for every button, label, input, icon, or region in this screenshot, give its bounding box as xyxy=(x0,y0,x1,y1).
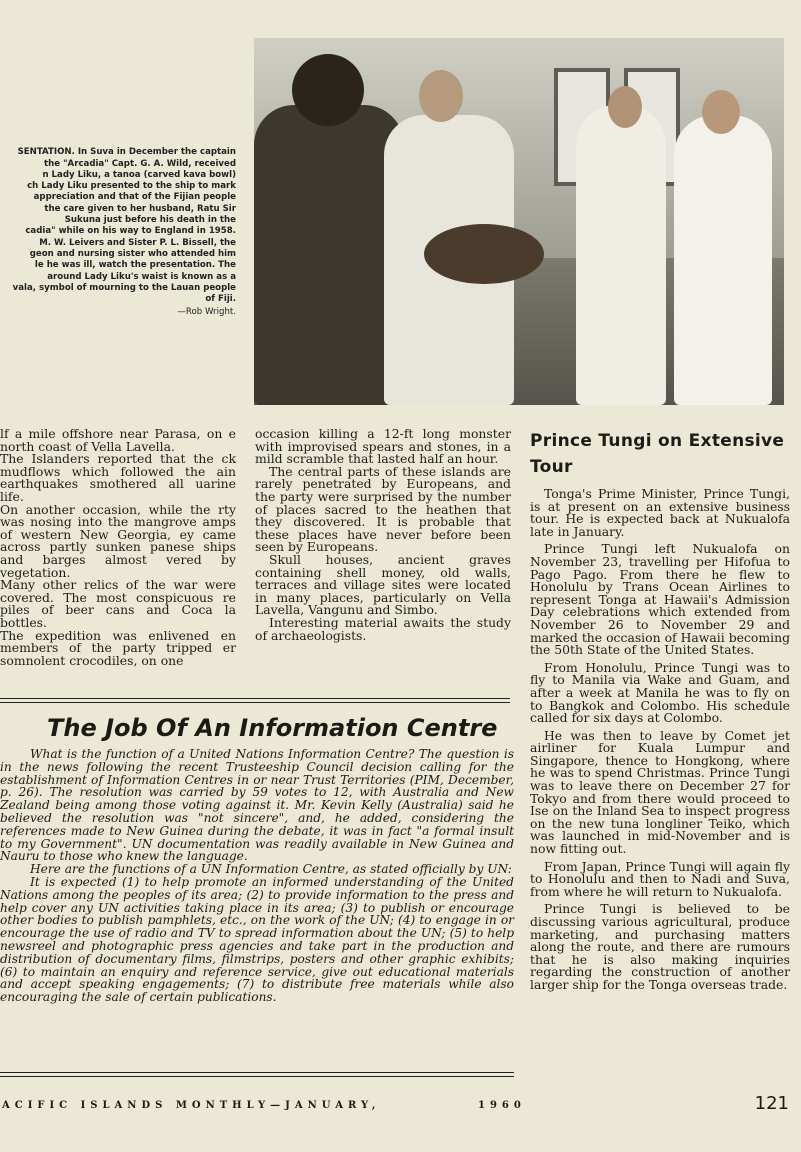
section-divider xyxy=(0,1072,514,1077)
paragraph: Interesting material awaits the study of archaeologists. xyxy=(255,614,511,643)
paragraph: What is the function of a United Nations Information Centre? The question is in the news following the recent Trusteeship Council decision calling for the establishment of Information Centres in or near Trust Territories (PIM, December, p. 26). The resolution was carried by 59 votes to 12, with Australia and New Zealand being among those voting against it. Mr. Kevin Kelly (Australia) said he believed the resolution was "not sincere", and, he added, considering the references made to New Guinea during the debate, it was in fact "a formal insult to my Government". UN documentation was readily available in New Guinea and Nauru to those who knew the language. xyxy=(0,747,514,864)
paragraph: Prince Tungi left Nukualofa on November 23, travelling per Hifofua to Pago Pago. From there he flew to Honolulu by Trans Ocean Airlines to represent Tonga at Hawaii's Admission Day celebrations which extended from November 26 to November 29 and marked the occasion of Hawaii becoming the 50th State of the United States. xyxy=(530,541,790,658)
paragraph: lf a mile offshore near Parasa, on e north coast of Vella Lavella. xyxy=(0,426,236,454)
caption-credit: —Rob Wright. xyxy=(177,307,236,318)
paragraph: Prince Tungi is believed to be discussing various agricultural, produce marketing, and purchasing matters along the route, and there are rumours that he is also making inquiries regarding the construction of another larger ship for the Tonga overseas trade. xyxy=(530,901,790,992)
paragraph: From Japan, Prince Tungi will again fly to Honolulu and then to Nadi and Suva, from where he will return to Nukualofa. xyxy=(530,858,790,899)
photo-figure-surgeon xyxy=(576,105,666,405)
paragraph: Skull houses, ancient graves containing shell money, old walls, terraces and village sites were located in many places, particularly on Vella Lavella, Vangunu and Simbo. xyxy=(255,551,511,618)
paragraph: Here are the functions of a UN Information Centre, as stated officially by UN: xyxy=(30,862,512,877)
info-centre-article xyxy=(0,712,514,1004)
photo-head xyxy=(419,70,463,122)
page-footer xyxy=(0,1092,801,1122)
tungi-article xyxy=(530,428,790,997)
info-body xyxy=(0,748,514,1004)
paragraph: The central parts of these islands are rarely penetrated by Europeans, and the party were surprised by the number of places sacred to the heathen that they discovered. It is probable that these places have never before been seen by Europeans. xyxy=(255,463,511,555)
paragraph: The Islanders reported that the ck mudflows which followed the ain earthquakes smothered all uarine life. xyxy=(0,451,236,504)
photo-figure-lady xyxy=(254,105,404,405)
photo-head xyxy=(702,90,740,134)
page-number: 121 xyxy=(754,1093,789,1114)
paragraph: Tonga's Prime Minister, Prince Tungi, is at present on an extensive business tour. He is expected back at Nukualofa late in January. xyxy=(530,486,790,539)
paragraph: From Honolulu, Prince Tungi was to fly to Manila via Wake and Guam, and after a week at Manila he was to fly on to Bangkok and Colombo. His schedule called for six days at Colombo. xyxy=(530,659,790,726)
presentation-photo xyxy=(254,38,784,405)
caption-text: SENTATION. In Suva in December the captain the "Arcadia" Capt. G. A. Wild, received n Lady Liku, a tanoa (carved kava bowl) ch Lady Liku presented to the ship to mark appreciation and that of the Fijian people the care given to her husband, Ratu Sir Sukuna just before his death in the cadia" while on his way to England in 1958. M. W. Leivers and Sister P. L. Bissell, the geon and nursing sister who attended him le he was ill, watch the presentation. The around Lady Liku's waist is known as a vala, symbol of mourning to the Lauan people of Fiji. xyxy=(12,147,236,305)
paragraph: He was then to leave by Comet jet airliner for Kuala Lumpur and Singapore, thence to Hongkong, where he was to spend Christmas. Prince Tungi was to leave there on December 27 for Tokyo and from there would proceed to Ise on the Inland Sea to inspect progress on the new tuna longliner Teiko, which was launched in mid-November and is now fitting out. xyxy=(530,727,790,857)
photo-figure-nurse xyxy=(674,115,772,405)
tungi-headline: Prince Tungi on Extensive Tour xyxy=(530,431,785,477)
paragraph: occasion killing a 12-ft long monster with improvised spears and stones, in a mild scramble that lasted half an hour. xyxy=(255,426,511,467)
paragraph: Many other relics of the war were covered. The most conspicuous re piles of beer cans and Coca la bottles. xyxy=(0,577,236,630)
photo-caption xyxy=(0,136,236,330)
publication-name: ACIFIC ISLANDS MONTHLY—JANUARY, xyxy=(2,1100,381,1111)
info-headline: The Job Of An Information Centre xyxy=(47,714,498,742)
photo-head xyxy=(608,86,642,128)
kava-bowl xyxy=(424,224,544,284)
paragraph: The expedition was enlivened en members of the party tripped er somnolent crocodiles, on one xyxy=(0,627,236,668)
paragraph: It is expected (1) to help promote an informed understanding of the United Nations among the peoples of its area; (2) to provide information to the press and help cover any UN activities taking place in its area; (3) to publish or encourage other bodies to publish pamphlets, etc., on the work of the UN; (4) to engage in or encourage the use of radio and TV to spread information about the UN; (5) to help newsreel and photographic press agencies and take part in the production and distribution of documentary films, filmstrips, posters and other graphic exhibits; (6) to maintain an enquiry and reference service, give out educational materials and accept speaking engagements; (7) to distribute free materials while also encouraging the sale of certain publications. xyxy=(0,874,514,1005)
article-column-1 xyxy=(0,428,236,667)
publication-year: 1960 xyxy=(478,1100,526,1111)
paragraph: On another occasion, while the rty was nosing into the mangrove amps of western New Georgia, ey came across partly sunken panese ships and barges almost vered by vegetation. xyxy=(0,501,236,580)
section-divider xyxy=(0,698,510,703)
article-column-2 xyxy=(255,428,511,642)
photo-head xyxy=(292,54,364,126)
